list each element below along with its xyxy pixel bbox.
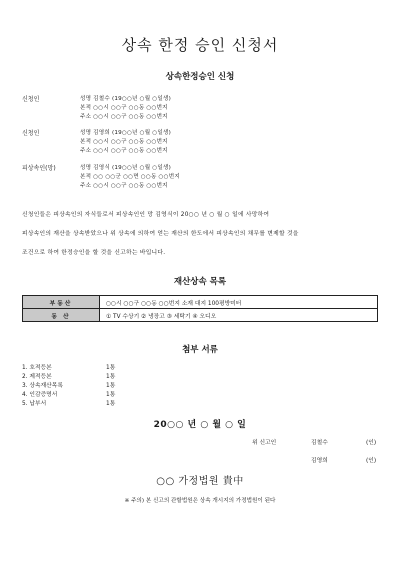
asset-table (22, 295, 378, 322)
declaration-line: 신청인들은 피상속인의 자식들로서 피상속인인 망 김영식이 20○○ 년 ○ 월 ○ 일에 사망하여 (22, 212, 270, 218)
table-row (23, 296, 378, 309)
seal-mark: (인) (366, 458, 377, 464)
attachment-count: 1통 (106, 392, 116, 398)
asset-label: 부동산 (23, 296, 100, 309)
court-addressee: ○○ 가정법원 貴中 (156, 476, 244, 487)
application-date: 20○○ 년 ○ 월 ○ 일 (153, 420, 247, 430)
declaration-line: 조건으로 하여 한정승인을 할 것을 신고하는 바입니다. (22, 250, 166, 256)
attachment-count: 1통 (106, 383, 116, 389)
person-address-line: 주소 ○○시 ○○구 ○○동 ○○번지 (80, 183, 168, 189)
person-registry-line: 본적 ○○시 ○○구 ○○동 ○○번지 (80, 139, 168, 145)
attachment-name: 5. 납부서 (22, 401, 47, 407)
attachment-name: 4. 인감증명서 (22, 392, 58, 398)
attachment-count: 1통 (106, 365, 116, 371)
table-row (23, 309, 378, 322)
asset-value: ① TV 수상기 ② 냉장고 ③ 세탁기 ④ 오디오 (100, 309, 378, 322)
declaration-line: 피상속인의 재산을 상속받았으나 위 상속에 의하여 얻는 재산의 한도에서 피상속인의 채무를 변제할 것을 (22, 231, 299, 237)
person-name-line: 성명 김영식 (19○○년 ○월 ○일생) (80, 165, 171, 171)
asset-label: 동 산 (23, 309, 100, 322)
person-role: 신청인 (22, 96, 40, 103)
attachment-name: 1. 호적등본 (22, 365, 52, 371)
section-heading-apply: 상속한정승인 신청 (165, 72, 235, 82)
attachment-count: 1통 (106, 374, 116, 380)
section-heading-attachments: 첨부 서류 (182, 345, 218, 355)
person-address-line: 주소 ○○시 ○○구 ○○동 ○○번지 (80, 148, 168, 154)
person-name-line: 성명 김철수 (19○○년 ○월 ○일생) (80, 96, 171, 102)
seal-mark: (인) (366, 440, 377, 446)
signer-name: 김철수 (311, 440, 328, 446)
person-name-line: 성명 김영희 (19○○년 ○월 ○일생) (80, 130, 171, 136)
signer-name: 김영희 (311, 458, 328, 464)
person-registry-line: 본적 ○○ ○○군 ○○면 ○○동 ○○번지 (80, 174, 180, 180)
asset-value: ○○시 ○○구 ○○동 ○○번지 소재 대지 100평방미터 (100, 296, 378, 309)
person-role: 피상속인(망) (22, 165, 56, 172)
document-title: 상속 한정 승인 신청서 (121, 36, 279, 54)
signer-label: 위 신고인 (252, 440, 277, 446)
person-registry-line: 본적 ○○시 ○○구 ○○동 ○○번지 (80, 105, 168, 111)
attachment-name: 2. 제적등본 (22, 374, 52, 380)
attachment-name: 3. 상속재산목록 (22, 383, 63, 389)
jurisdiction-note: ※ 주의) 본 신고의 관할법원은 상속 개시지의 가정법원이 된다 (124, 498, 276, 504)
person-address-line: 주소 ○○시 ○○구 ○○동 ○○번지 (80, 114, 168, 120)
attachment-count: 1통 (106, 401, 116, 407)
person-role: 신청인 (22, 130, 40, 137)
section-heading-assets: 재산상속 목록 (173, 277, 227, 287)
